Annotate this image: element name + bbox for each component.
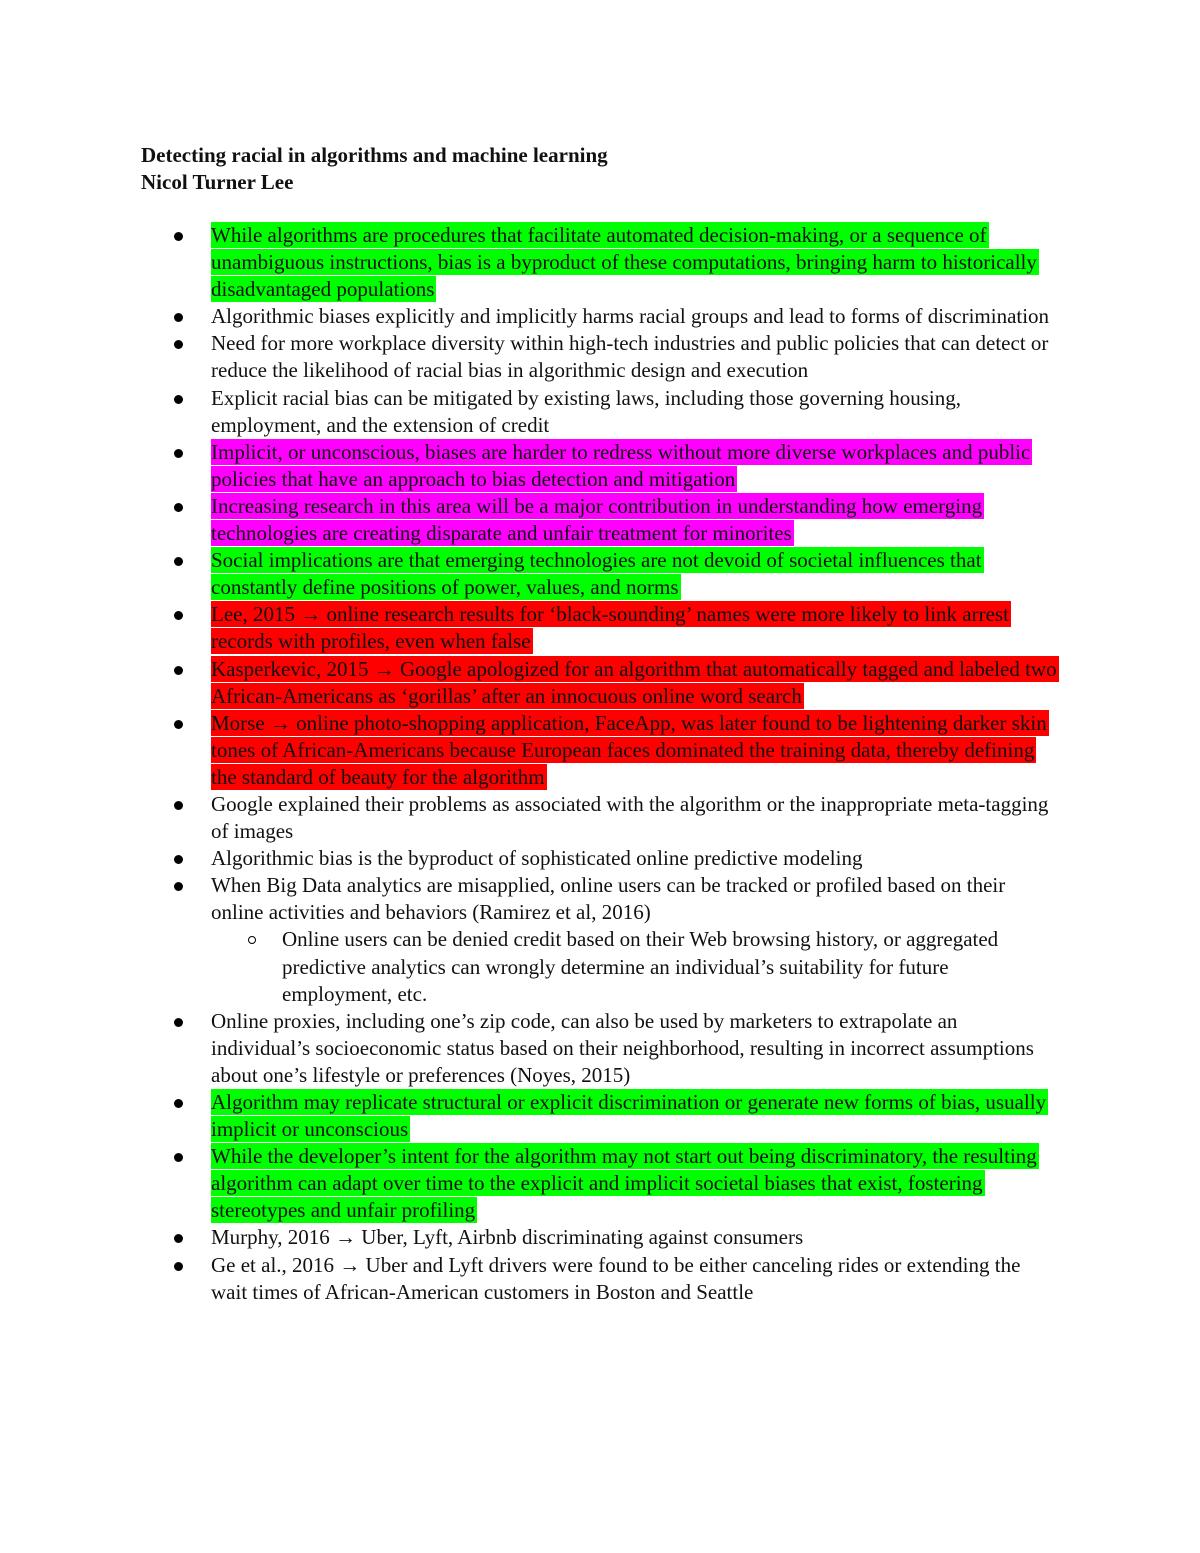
bullet-icon: [174, 313, 183, 322]
highlighted-text-magenta: Implicit, or unconscious, biases are harder to redress without more diverse workplaces and public policies that have an approach to bias detection and mitigation: [211, 439, 1031, 491]
list-item: [0, 845, 1061, 872]
highlighted-text-magenta: Increasing research in this area will be a major contribution in understanding how emerging technologies are creating disparate and unfair treatment for minorites: [211, 493, 983, 546]
bullet-icon: [174, 232, 183, 241]
bullet-icon: [174, 1153, 183, 1162]
bullet-icon: [174, 449, 183, 458]
document-header: [141, 142, 1081, 196]
highlighted-text-green: While the developer’s intent for the algorithm may not start out being discriminatory, the resulting algorithm can adapt over time to the explicit and implicit societal biases that exist, fostering stereotypes and unfair profiling: [211, 1144, 1037, 1223]
bullet-icon: [174, 666, 183, 675]
highlighted-text-red: Morse → online photo-shopping application, FaceApp, was later found to be lightening darker skin tones of African-Americans because European faces dominated the training data, thereby defining the standard of beauty for the algorithm: [211, 710, 1047, 789]
bullet-icon: [174, 557, 183, 566]
document-title: Detecting racial in algorithms and machine learning: [141, 143, 608, 167]
bullet-icon: [174, 801, 183, 810]
list-item: [0, 222, 1061, 303]
bullet-icon: [174, 855, 183, 864]
list-item-text: When Big Data analytics are misapplied, online users can be tracked or profiled based on their online activities and behaviors (Ramirez et al, 2016): [211, 873, 1006, 925]
hollow-bullet-icon: [248, 936, 256, 944]
highlighted-text-red: Kasperkevic, 2015 → Google apologized for an algorithm that automatically tagged and labeled two African-Americans as ‘gorillas’ after an innocuous online word search: [211, 656, 1057, 708]
list-item: [0, 1089, 1061, 1143]
list-item-text: Need for more workplace diversity within high-tech industries and public policies that can detect or reduce the likelihood of racial bias in algorithmic design and execution: [211, 331, 1049, 383]
bullet-icon: [174, 720, 183, 729]
list-item-text: Online proxies, including one’s zip code, can also be used by marketers to extrapolate an individual’s socioeconomic status based on their neighborhood, resulting in incorrect assumptions about one’s lifestyle or preferences (Noyes, 2015): [211, 1008, 1034, 1087]
list-item: [0, 1008, 1061, 1089]
bullet-icon: [174, 1262, 183, 1271]
list-item: [0, 872, 1061, 926]
list-item: [0, 1143, 1061, 1224]
list-item-text: Google explained their problems as associated with the algorithm or the inappropriate meta-tagging of images: [211, 791, 1049, 844]
highlighted-text-green: Algorithm may replicate structural or explicit discrimination or generate new forms of bias, usually implicit or unconscious: [211, 1090, 1047, 1142]
document-author: Nicol Turner Lee: [141, 170, 294, 194]
list-item: [0, 330, 1061, 384]
list-item: [0, 439, 1061, 493]
list-item-text: Algorithmic bias is the byproduct of sophisticated online predictive modeling: [211, 846, 863, 871]
sub-list-item: [0, 926, 1062, 1007]
bullet-icon: [174, 1018, 183, 1027]
bullet-icon: [174, 1234, 183, 1243]
highlighted-text-red: Lee, 2015 → online research results for ‘black-sounding’ names were more likely to link arrest records with profiles, even when false: [211, 602, 1009, 654]
list-item: [0, 493, 1061, 547]
list-item: [0, 1224, 1061, 1251]
list-item: [0, 601, 1061, 655]
list-item: [0, 656, 1061, 710]
notes-list: [0, 222, 1200, 1306]
bullet-icon: [174, 882, 183, 891]
bullet-icon: [174, 503, 183, 512]
list-item: [0, 791, 1061, 845]
list-item-text: Explicit racial bias can be mitigated by existing laws, including those governing housing, employment, and the extension of credit: [211, 385, 962, 437]
bullet-icon: [174, 1099, 183, 1108]
list-item: [0, 385, 1061, 439]
list-item: [0, 547, 1061, 601]
list-item-text: Online users can be denied credit based on their Web browsing history, or aggregated predictive analytics can wrongly determine an individual’s suitability for future employment, etc.: [282, 927, 999, 1006]
highlighted-text-green: Social implications are that emerging technologies are not devoid of societal influences that constantly define positions of power, values, and norms: [211, 548, 982, 600]
bullet-icon: [174, 395, 183, 404]
highlighted-text-green: While algorithms are procedures that facilitate automated decision-making, or a sequence of unambiguous instructions, bias is a byproduct of these computations, bringing harm to historically disadvantaged populations: [211, 223, 1037, 302]
list-item: [0, 710, 1061, 791]
bullet-icon: [174, 340, 183, 349]
list-item-text: Murphy, 2016 → Uber, Lyft, Airbnb discriminating against consumers: [211, 1225, 804, 1250]
list-item-text: Algorithmic biases explicitly and implicitly harms racial groups and lead to forms of discrimination: [211, 304, 1050, 329]
list-item-text: Ge et al., 2016 → Uber and Lyft drivers were found to be either canceling rides or extending the wait times of African-American customers in Boston and Seattle: [211, 1252, 1021, 1304]
list-item: [0, 1252, 1061, 1306]
bullet-icon: [174, 611, 183, 620]
list-item: [0, 303, 1061, 330]
